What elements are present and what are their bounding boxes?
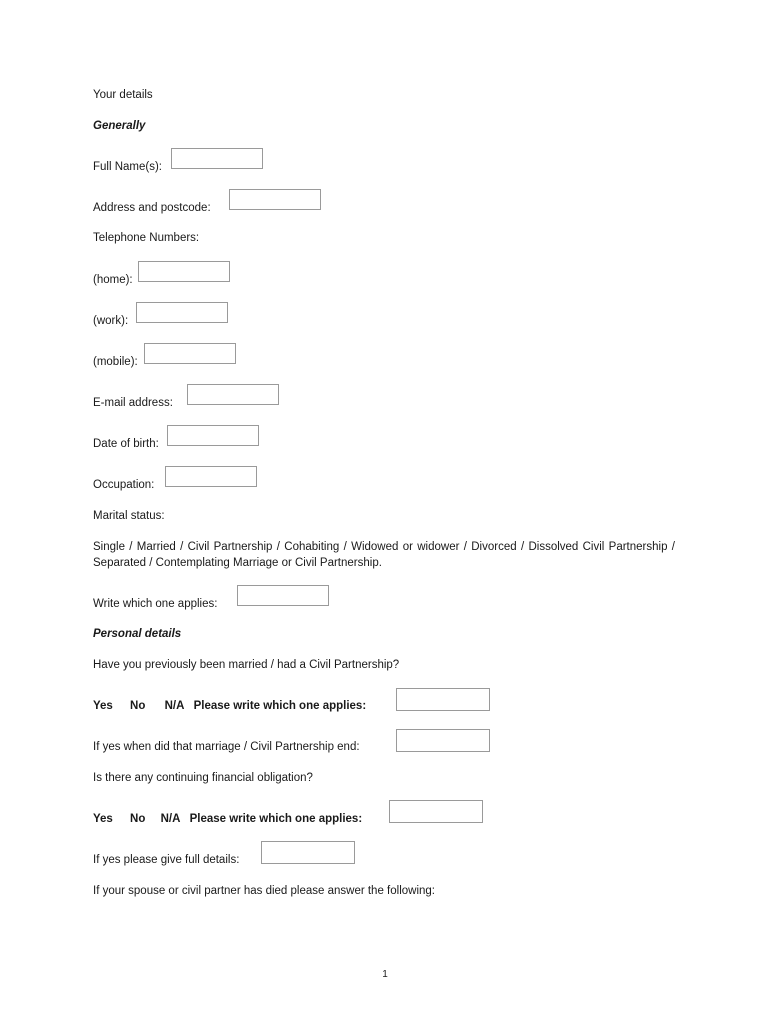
dob-field[interactable] — [167, 425, 259, 446]
telephone-label: Telephone Numbers: — [93, 232, 200, 244]
yes-no-na-row-1 — [93, 699, 366, 713]
home-phone-label: (home): — [93, 274, 133, 286]
full-details-label: If yes please give full details: — [93, 854, 240, 866]
address-field[interactable] — [229, 189, 321, 210]
write-applies-prompt: Please write which one applies: — [189, 813, 363, 825]
occupation-field[interactable] — [165, 466, 257, 487]
previously-married-field[interactable] — [396, 688, 490, 711]
no-option: No — [130, 700, 146, 712]
page-number: 1 — [382, 969, 388, 980]
full-details-field[interactable] — [261, 841, 355, 864]
spouse-died-question: If your spouse or civil partner has died please answer the following: — [93, 885, 435, 897]
marital-options-text: Single / Married / Civil Partnership / Cohabiting / Widowed or widower / Divorced / Dissolved Civil Partnership / Separated / Contemplating Marriage or Civil Partnership. — [93, 541, 675, 569]
address-label: Address and postcode: — [93, 202, 211, 214]
no-option: No — [130, 813, 146, 825]
work-phone-label: (work): — [93, 315, 129, 327]
email-label: E-mail address: — [93, 397, 173, 409]
email-field[interactable] — [187, 384, 279, 405]
section-heading-personal-details: Personal details — [93, 628, 182, 640]
write-applies-prompt: Please write which one applies: — [193, 700, 367, 712]
marriage-end-question: If yes when did that marriage / Civil Partnership end: — [93, 741, 360, 753]
marriage-end-field[interactable] — [396, 729, 490, 752]
home-phone-field[interactable] — [138, 261, 230, 282]
yes-option: Yes — [93, 700, 113, 712]
previously-married-question: Have you previously been married / had a Civil Partnership? — [93, 659, 400, 671]
marital-status-label: Marital status: — [93, 510, 165, 522]
full-name-label: Full Name(s): — [93, 161, 163, 173]
mobile-phone-label: (mobile): — [93, 356, 138, 368]
full-name-field[interactable] — [171, 148, 263, 169]
write-applies-label: Write which one applies: — [93, 598, 218, 610]
financial-obligation-field[interactable] — [389, 800, 483, 823]
na-option: N/A — [160, 813, 181, 825]
occupation-label: Occupation: — [93, 479, 155, 491]
dob-label: Date of birth: — [93, 438, 159, 450]
mobile-phone-field[interactable] — [144, 343, 236, 364]
yes-no-na-row-2 — [93, 812, 362, 826]
section-heading-generally: Generally — [93, 120, 146, 132]
work-phone-field[interactable] — [136, 302, 228, 323]
yes-option: Yes — [93, 813, 113, 825]
na-option: N/A — [164, 700, 185, 712]
financial-obligation-question: Is there any continuing financial obligation? — [93, 772, 313, 784]
section-heading-your-details: Your details — [93, 89, 153, 101]
marital-status-field[interactable] — [237, 585, 329, 606]
